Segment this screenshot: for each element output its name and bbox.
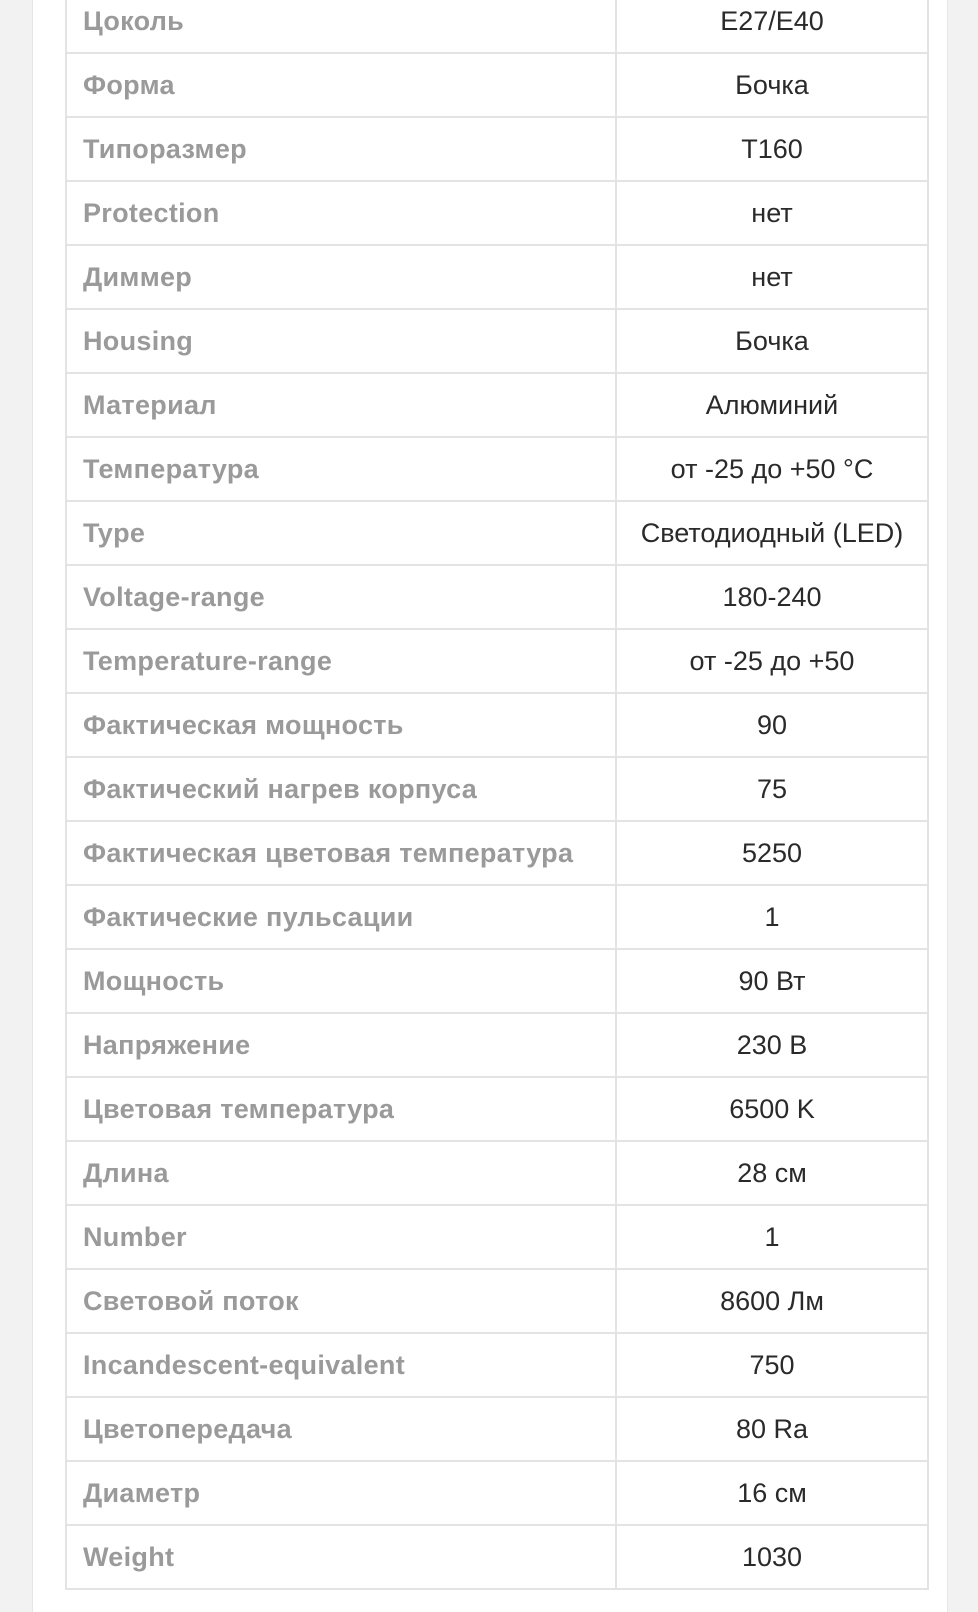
spec-value: 90 Вт: [616, 949, 928, 1013]
spec-label: Форма: [66, 53, 616, 117]
spec-value: E27/E40: [616, 0, 928, 53]
table-row: [66, 309, 928, 373]
spec-value: от -25 до +50 °C: [616, 437, 928, 501]
table-row: [66, 245, 928, 309]
table-row: [66, 565, 928, 629]
table-row: [66, 1013, 928, 1077]
table-row: [66, 1077, 928, 1141]
spec-value: 90: [616, 693, 928, 757]
spec-value: Бочка: [616, 309, 928, 373]
table-row: [66, 53, 928, 117]
table-row: [66, 1141, 928, 1205]
table-row: [66, 949, 928, 1013]
table-row: [66, 1269, 928, 1333]
table-row: [66, 1397, 928, 1461]
spec-value: 1030: [616, 1525, 928, 1589]
spec-value: 1: [616, 885, 928, 949]
spec-label: Типоразмер: [66, 117, 616, 181]
spec-value: 6500 K: [616, 1077, 928, 1141]
spec-label: Материал: [66, 373, 616, 437]
spec-label: Voltage-range: [66, 565, 616, 629]
spec-label: Incandescent-equivalent: [66, 1333, 616, 1397]
spec-label: Температура: [66, 437, 616, 501]
spec-value: Светодиодный (LED): [616, 501, 928, 565]
table-row: [66, 821, 928, 885]
table-row: [66, 501, 928, 565]
spec-label: Temperature-range: [66, 629, 616, 693]
specifications-table: [65, 0, 929, 1590]
spec-value: от -25 до +50: [616, 629, 928, 693]
spec-label: Фактический нагрев корпуса: [66, 757, 616, 821]
spec-label: Цоколь: [66, 0, 616, 53]
table-row: [66, 1205, 928, 1269]
spec-value: нет: [616, 181, 928, 245]
spec-label: Type: [66, 501, 616, 565]
spec-value: 750: [616, 1333, 928, 1397]
spec-label: Напряжение: [66, 1013, 616, 1077]
spec-value: Алюминий: [616, 373, 928, 437]
table-row: [66, 373, 928, 437]
spec-label: Длина: [66, 1141, 616, 1205]
table-row: [66, 1333, 928, 1397]
table-row: [66, 693, 928, 757]
spec-label: Мощность: [66, 949, 616, 1013]
spec-value: 230 В: [616, 1013, 928, 1077]
table-row: [66, 437, 928, 501]
table-row: [66, 1525, 928, 1589]
table-row: [66, 629, 928, 693]
spec-value: 5250: [616, 821, 928, 885]
spec-label: Диммер: [66, 245, 616, 309]
spec-label: Цветопередача: [66, 1397, 616, 1461]
table-row: [66, 117, 928, 181]
spec-value: 80 Ra: [616, 1397, 928, 1461]
spec-value: 8600 Лм: [616, 1269, 928, 1333]
table-row: [66, 181, 928, 245]
spec-label: Фактическая мощность: [66, 693, 616, 757]
page-content: [32, 0, 948, 1612]
spec-value: Бочка: [616, 53, 928, 117]
spec-value: 180-240: [616, 565, 928, 629]
table-row: [66, 885, 928, 949]
spec-label: Цветовая температура: [66, 1077, 616, 1141]
spec-value: T160: [616, 117, 928, 181]
spec-value: нет: [616, 245, 928, 309]
spec-label: Housing: [66, 309, 616, 373]
spec-label: Фактическая цветовая температура: [66, 821, 616, 885]
spec-label: Number: [66, 1205, 616, 1269]
spec-value: 1: [616, 1205, 928, 1269]
spec-value: 16 см: [616, 1461, 928, 1525]
spec-value: 75: [616, 757, 928, 821]
spec-label: Protection: [66, 181, 616, 245]
spec-label: Диаметр: [66, 1461, 616, 1525]
table-row: [66, 0, 928, 53]
table-row: [66, 757, 928, 821]
specifications-body: [66, 0, 928, 1589]
table-row: [66, 1461, 928, 1525]
spec-label: Фактические пульсации: [66, 885, 616, 949]
spec-label: Световой поток: [66, 1269, 616, 1333]
spec-label: Weight: [66, 1525, 616, 1589]
spec-value: 28 см: [616, 1141, 928, 1205]
